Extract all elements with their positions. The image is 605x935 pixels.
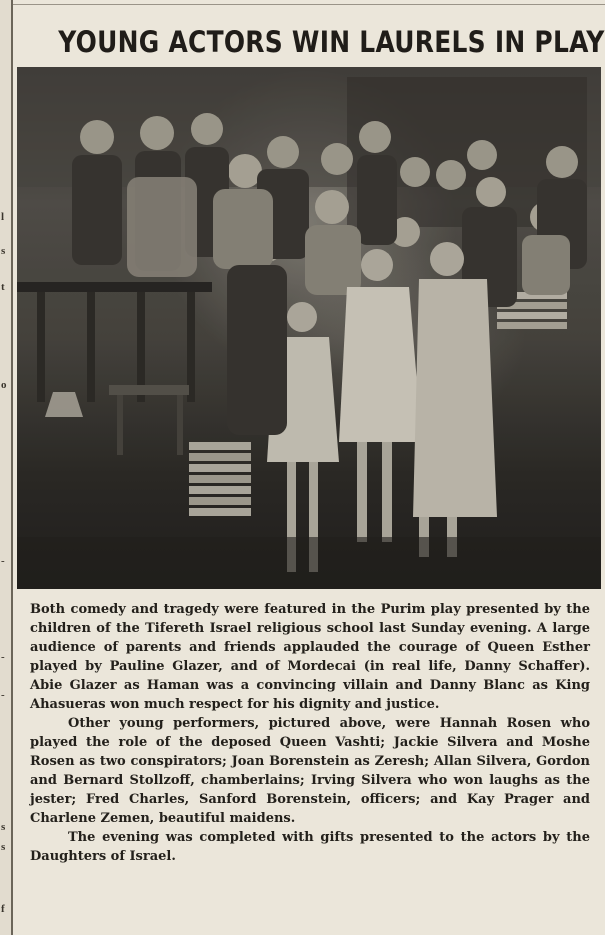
column-rule	[11, 0, 13, 935]
fragment-letter: -	[1, 555, 5, 567]
fragment-letter: s	[1, 841, 6, 853]
article-paragraph-2: Other young performers, pictured above, were Hannah Rosen who played the role of the deposed Queen Vashti; Jackie Silvera and Moshe Rosen as two conspirators; Joan Borenstein as Zeresh; Allan Silvera, Gordon and Bernard Stollzoff, chamberlains; Irving Silvera who won laughs as the jester; Fred Charles, Sanford Borenstein, officers; and Kay Prager and Charlene Zemen, beautiful maidens.	[30, 716, 590, 826]
article-paragraph-1: Both comedy and tragedy were featured in the Purim play presented by the children of the Tifereth Israel religious school last Sunday evening. A large audience of parents and friends applauded the courage of Queen Esther played by Pauline Glazer, and of Mordecai (in real life, Danny Schaffer). Abie Glazer as Haman was a convincing villain and Danny Blanc as King Ahasueras won much respect for his dignity and justice.	[30, 602, 590, 712]
fragment-letter: f	[1, 903, 5, 915]
fragment-letter: t	[1, 281, 5, 293]
article-paragraph-3: The evening was completed with gifts presented to the actors by the Daughters of Israel.	[30, 830, 590, 864]
fragment-letter: s	[1, 245, 6, 257]
fragment-letter: o	[1, 379, 7, 391]
top-rule	[13, 4, 605, 5]
fragment-letter: s	[1, 821, 6, 833]
headline: YOUNG ACTORS WIN LAURELS IN PLAY	[58, 25, 605, 59]
article-body	[30, 600, 590, 866]
fragment-letter: l	[1, 211, 5, 223]
fragment-letter: -	[1, 689, 5, 701]
photo-illustration	[17, 67, 601, 589]
fragment-letter: -	[1, 651, 5, 663]
group-photo	[17, 67, 601, 589]
